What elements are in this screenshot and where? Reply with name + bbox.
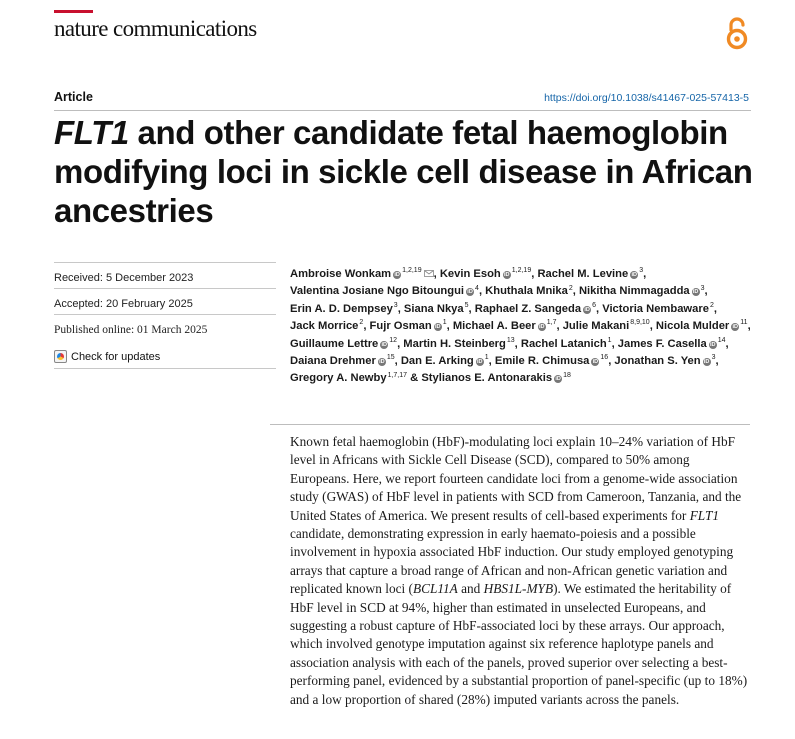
orcid-icon[interactable]: iD [539, 324, 545, 331]
author-item[interactable]: Emile R. Chimusa $iD^{16}$, [494, 354, 612, 368]
author-item[interactable]: Kevin Esoh iD$^{1,2,19}$, [439, 267, 535, 280]
check-for-updates-button[interactable] [54, 350, 276, 363]
header-divider [54, 110, 751, 111]
abstract-divider [270, 424, 750, 425]
author-name: Kevin Esoh [439, 268, 501, 280]
affiliation-number: 16 [600, 354, 609, 362]
author-item[interactable]: Fujr Osman $iD^1$, [369, 319, 450, 333]
affiliation-number: 14 [717, 336, 726, 344]
orcid-icon[interactable]: iD [434, 324, 441, 331]
affiliation-number: 3 [639, 267, 644, 275]
check-for-updates-icon [54, 350, 67, 363]
author-item[interactable]: Siana Nkya$^5$, [403, 302, 472, 315]
author-item[interactable]: Nicola Mulder $iD^{11}$, [655, 319, 751, 333]
author-name: Daiana Drehmer [290, 355, 376, 368]
affiliation-number: 15 [386, 354, 395, 362]
author-name: Nicola Mulder [655, 320, 730, 333]
publication-info [54, 314, 276, 369]
journal-accent-bar [54, 10, 93, 13]
author-item[interactable]: Julie Makani$^{8,9,10}$, [562, 319, 653, 333]
orcid-icon[interactable]: iD [477, 359, 483, 366]
affiliation-number: 4 [475, 284, 479, 292]
affiliation-number: 1,7,17 [387, 371, 408, 379]
affiliation-number: 2 [359, 319, 364, 327]
author-name: Martin H. Steinberg [403, 337, 506, 350]
affiliation-number: 1,7 [546, 319, 557, 327]
affiliation-number: 3 [711, 354, 716, 362]
author-name: Khuthala Mnika [485, 285, 568, 298]
author-item[interactable]: Ambroise Wonkam iD$^{1,2,19}$ , [290, 267, 437, 280]
affiliation-number: 5 [464, 302, 469, 310]
affiliation-number: 12 [389, 336, 398, 344]
author-name: Stylianos E. Antonarakis [421, 372, 553, 385]
email-icon[interactable] [424, 270, 434, 277]
author-name: James F. Casella [617, 337, 707, 350]
author-item[interactable]: Michael A. Beer iD$^{1,7}$, [452, 319, 560, 333]
affiliation-number: 18 [563, 371, 571, 379]
orcid-icon[interactable]: iD [592, 359, 599, 366]
author-name: Fujr Osman [369, 320, 432, 333]
orcid-icon[interactable]: iD [394, 272, 400, 278]
orcid-icon[interactable]: iD [381, 341, 388, 348]
author-name: Victoria Nembaware [602, 302, 709, 315]
author-item[interactable]: James F. Casella $iD^{14}$, [617, 336, 729, 350]
author-item[interactable]: Rachel M. Levine $iD^3$, [537, 267, 647, 280]
author-item[interactable]: Rachel Latanich$^1$, [520, 336, 615, 350]
author-item[interactable] [421, 372, 571, 384]
title-text: and other candidate fetal haemoglobin modifying loci in sickle cell disease in African ancestries [54, 114, 753, 229]
check-for-updates-label: Check for updates [71, 350, 161, 363]
author-item[interactable]: Erin A. D. Dempsey$^3$, [290, 302, 401, 315]
author-item[interactable]: Jack Morrice$^2$, [290, 319, 367, 333]
affiliation-number: 2 [568, 284, 573, 292]
affiliation-number: 11 [740, 319, 748, 327]
author-item[interactable]: Gregory A. Newby$^{1,7,17}$ & [290, 371, 419, 385]
affiliation-number: 3 [700, 284, 705, 292]
author-name: Rachel M. Levine [537, 268, 629, 280]
author-name: Dan E. Arking [400, 355, 474, 368]
author-item[interactable]: Martin H. Steinberg$^{13}$, [403, 336, 518, 350]
author-name: Rachel Latanich [520, 337, 607, 350]
author-name: Valentina Josiane Ngo Bitoungui [290, 285, 465, 298]
received-date: Received: 5 December 2023 [54, 262, 276, 288]
orcid-icon[interactable]: iD [467, 289, 473, 296]
published-date: Published online: 01 March 2025 [54, 324, 208, 336]
abstract: Known fetal haemoglobin (HbF)-modulating loci explain 10–24% variation of HbF level in Africans with Sickle Cell Disease (SCD), compared to 50% among Europeans. Here, we report fourteen candidate loci from a genome-wide association study (GWAS) of HbF level in patients with SCD from Cameroon, Tanzania, and the United States of America. We present results of cell-based experiments for FLT1 candidate, demonstrating expression in early haemato-poiesis and a possible involvement in hypoxia associated HbF induction. Our study employed genotyping arrays that capture a broad range of African and non-African genetic variation and replicated known loci (BCL11A and HBS1L-MYB). We estimated the heritability of HbF level in SCD at 94%, higher than estimated in unselected Europeans, and suggesting a robust capture of HbF-associated loci by these arrays. Our approach, which involved genotype imputation against six reference haplotype panels and association analysis with each of the panels, proved superior over selecting a best-performing panel, evidenced by a substantial proportion of panel-specific (up to 18%) and a low proportion of shared (28%) imputed variants across the panels. [290, 434, 748, 707]
author-item[interactable]: Valentina Josiane Ngo Bitoungui $iD^4$, [290, 284, 483, 298]
orcid-icon[interactable]: iD [709, 341, 716, 348]
article-type: Article [54, 90, 93, 104]
author-list [290, 266, 755, 388]
gene-name: HBS1L-MYB [483, 581, 554, 597]
affiliation-number: 13 [506, 336, 515, 344]
author-name: Nikitha Nimmagadda [578, 285, 690, 298]
affiliation-number: 3 [393, 302, 398, 310]
author-item[interactable]: Nikitha Nimmagadda $iD^3$, [578, 284, 708, 298]
author-name: Emile R. Chimusa [494, 355, 590, 368]
author-item[interactable]: Dan E. Arking $iD^1$, [400, 354, 492, 368]
author-name: Erin A. D. Dempsey [290, 302, 393, 315]
open-access-icon[interactable] [725, 16, 749, 52]
author-name: Ambroise Wonkam [290, 268, 392, 280]
affiliation-number: 1 [484, 354, 489, 362]
author-item[interactable]: Jonathan S. Yen $iD^3$, [614, 354, 719, 368]
author-name: Michael A. Beer [452, 320, 536, 333]
author-item[interactable]: Daiana Drehmer $iD^{15}$, [290, 354, 398, 368]
article-title [54, 113, 764, 230]
accepted-date: Accepted: 20 February 2025 [54, 288, 276, 314]
author-name: Raphael Z. Sangeda [474, 302, 582, 315]
affiliation-number: 8,9,10 [630, 319, 650, 327]
gene-name: FLT1 [689, 507, 719, 523]
author-name: Guillaume Lettre [290, 337, 379, 350]
affiliation-number: 6 [592, 302, 596, 310]
orcid-icon[interactable]: iD [631, 272, 637, 278]
orcid-icon[interactable]: iD [504, 272, 510, 278]
author-name: Siana Nkya [403, 302, 464, 315]
author-name: Julie Makani [562, 320, 630, 333]
author-name: Jonathan S. Yen [614, 355, 701, 368]
orcid-icon[interactable]: iD [732, 324, 739, 331]
journal-name[interactable]: nature communications [54, 16, 257, 41]
author-name: Jack Morrice [290, 320, 359, 333]
author-item[interactable]: Guillaume Lettre $iD^{12}$, [290, 336, 401, 350]
orcid-icon[interactable]: iD [379, 359, 385, 366]
author-item[interactable]: Victoria Nembaware$^2$, [602, 302, 717, 315]
affiliation-number: 1,2,19 [511, 267, 532, 275]
orcid-icon[interactable]: iD [692, 289, 699, 296]
affiliation-number: 1 [442, 319, 447, 327]
author-item[interactable]: Raphael Z. Sangeda $iD^6$, [474, 302, 600, 315]
author-name: Gregory A. Newby [290, 372, 387, 385]
article-dates [54, 262, 276, 369]
orcid-icon[interactable]: iD [703, 359, 710, 366]
title-gene: FLT1 [54, 114, 129, 151]
affiliation-number: 1,2,19 [402, 267, 422, 275]
affiliation-number: 2 [709, 302, 714, 310]
author-item[interactable]: Khuthala Mnika$^2$, [485, 284, 576, 298]
orcid-icon[interactable]: iD [584, 306, 590, 313]
doi-link[interactable]: https://doi.org/10.1038/s41467-025-57413-5 [544, 92, 749, 104]
affiliation-number: 1 [607, 336, 612, 344]
gene-name: BCL11A [412, 581, 458, 597]
orcid-icon[interactable]: iD [555, 376, 561, 383]
